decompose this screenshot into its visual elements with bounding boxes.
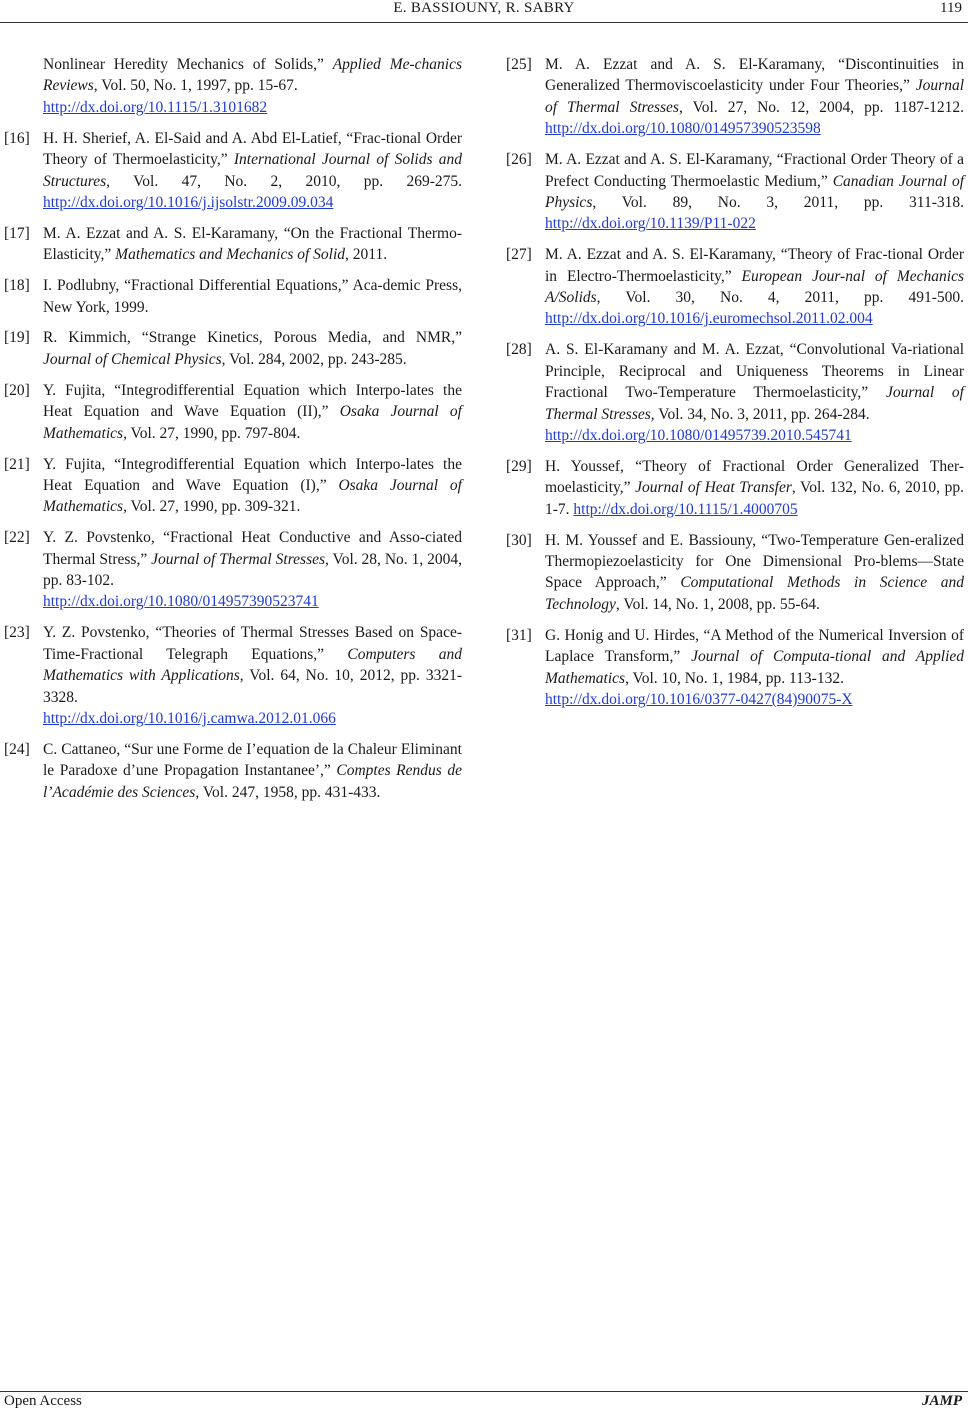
reference-text — [43, 128, 462, 214]
reference-entry — [506, 456, 964, 520]
reference-citation: Nonlinear Heredity Mechanics of Solids,” — [43, 56, 333, 73]
reference-entry — [4, 622, 462, 729]
doi-link[interactable]: http://dx.doi.org/10.1080/01495739.2010.545741 — [545, 427, 852, 444]
reference-citation: Y. Z. Povstenko, “Fractional Heat Conductive and Asso-ciated Thermal Stress,” — [43, 529, 462, 568]
reference-details: , Vol. 132, No. 6, 2010, pp. 1-7. — [545, 479, 964, 518]
reference-journal: Journal of Thermal Stresses — [545, 77, 964, 116]
reference-text — [43, 223, 462, 266]
doi-link[interactable]: http://dx.doi.org/10.1016/j.ijsolstr.2009.09.034 — [43, 193, 334, 211]
reference-text — [43, 454, 462, 518]
doi-link[interactable]: http://dx.doi.org/10.1016/j.euromechsol.2011.02.004 — [545, 310, 873, 328]
page-footer — [0, 1391, 968, 1414]
reference-journal: Osaka Journal of Mathematics — [43, 403, 462, 442]
page-number: 119 — [940, 0, 962, 16]
reference-details: , Vol. 247, 1958, pp. 431-433. — [195, 783, 381, 801]
reference-citation: C. Cattaneo, “Sur une Forme de I’equation de la Chaleur Eliminant le Paradoxe d’une Propagation Instantanee’,” — [43, 740, 462, 780]
reference-text — [545, 244, 964, 330]
doi-link[interactable]: http://dx.doi.org/10.1115/1.4000705 — [573, 500, 798, 518]
reference-details: , Vol. 34, No. 3, 2011, pp. 264-284. — [650, 405, 870, 423]
reference-citation: A. S. El-Karamany and M. A. Ezzat, “Convolutional Va-riational Principle, Reciprocal and Uniqueness Theorems in Linear Fractional Two-Temperature Thermoelasticity,” — [545, 341, 964, 402]
reference-number: [16] — [4, 129, 30, 147]
doi-link[interactable]: http://dx.doi.org/10.1016/0377-0427(84)90075-X — [545, 690, 853, 708]
reference-citation: H. H. Sherief, A. El-Said and A. Abd El-Latief, “Frac-tional Order Theory of Thermoelasticity,” — [43, 129, 462, 169]
reference-entry — [506, 149, 964, 235]
reference-entry — [4, 54, 462, 118]
reference-text — [545, 149, 964, 235]
reference-entry — [506, 244, 964, 330]
reference-citation: M. A. Ezzat and A. S. El-Karamany, “Fractional Order Theory of a Prefect Conducting Thermoelastic Medium,” — [545, 151, 964, 190]
reference-journal: Applied Me-chanics Reviews — [43, 56, 462, 95]
reference-citation: H. M. Youssef and E. Bassiouny, “Two-Temperature Gen-eralized Thermopiezoelasticity for One Dimensional Pro-blems—State Space Approach,” — [545, 531, 964, 592]
reference-entry — [4, 454, 462, 518]
reference-journal: Journal of Thermal Stresses — [151, 550, 326, 568]
reference-entry — [4, 275, 462, 318]
references-column-right — [506, 54, 964, 720]
reference-journal: Journal of Heat Transfer — [635, 479, 792, 497]
reference-journal: Osaka Journal of Mathematics — [43, 476, 462, 516]
reference-citation: G. Honig and U. Hirdes, “A Method of the Numerical Inversion of Laplace Transform,” — [545, 626, 964, 666]
reference-journal: Canadian Journal of Physics — [545, 172, 965, 211]
reference-details: , Vol. 30, No. 4, 2011, pp. 491-500. — [596, 289, 964, 307]
reference-entry — [4, 327, 462, 370]
reference-entry — [4, 128, 462, 214]
reference-text — [545, 625, 964, 711]
reference-citation: H. Youssef, “Theory of Fractional Order Generalized Ther-moelasticity,” — [545, 457, 964, 497]
reference-journal: Mathematics and Mechanics of Solid — [115, 246, 346, 264]
reference-number: [24] — [4, 740, 30, 758]
reference-entry — [4, 223, 462, 266]
page-header — [0, 0, 968, 23]
reference-entry — [4, 527, 462, 613]
reference-details: , 2011. — [345, 246, 388, 264]
reference-number: [26] — [506, 151, 532, 169]
reference-journal: International Journal of Solids and Structures — [43, 151, 462, 190]
reference-number: [23] — [4, 624, 30, 642]
reference-number: [31] — [506, 626, 532, 644]
reference-text — [43, 327, 462, 370]
reference-entry — [4, 739, 462, 803]
doi-link[interactable]: http://dx.doi.org/10.1080/014957390523598 — [545, 120, 821, 138]
doi-link[interactable]: http://dx.doi.org/10.1115/1.3101682 — [43, 98, 268, 116]
reference-number: [25] — [506, 56, 532, 73]
open-access-label: Open Access — [4, 1393, 82, 1409]
reference-text — [43, 739, 462, 803]
reference-details: , Vol. 27, 1990, pp. 797-804. — [123, 424, 301, 442]
doi-link[interactable]: http://dx.doi.org/10.1139/P11-022 — [545, 215, 756, 233]
reference-citation: M. A. Ezzat and A. S. El-Karamany, “Theory of Frac-tional Order in Electro-Thermoelasticity,” — [545, 246, 964, 285]
reference-number: [30] — [506, 531, 532, 549]
reference-journal: Computers and Mathematics with Applications — [43, 645, 462, 685]
reference-text — [545, 339, 964, 446]
reference-text — [43, 622, 462, 729]
reference-number: [28] — [506, 341, 532, 359]
reference-details: , Vol. 284, 2002, pp. 243-285. — [221, 350, 407, 368]
reference-entry — [506, 54, 964, 140]
reference-number: [29] — [506, 457, 532, 475]
reference-citation: I. Podlubny, “Fractional Differential Equations,” Aca-demic Press, New York, 1999. — [43, 277, 462, 316]
reference-details: , Vol. 27, No. 12, 2004, pp. 1187-1212. — [678, 98, 964, 116]
reference-journal: European Jour-nal of Mechanics A/Solids — [545, 267, 964, 307]
reference-number: [27] — [506, 246, 532, 264]
reference-details: , Vol. 89, No. 3, 2011, pp. 311-318. — [592, 193, 964, 211]
reference-entry — [4, 380, 462, 444]
reference-details: , Vol. 47, No. 2, 2010, pp. 269-275. — [106, 172, 462, 190]
reference-number: [20] — [4, 381, 30, 399]
reference-citation: Y. Z. Povstenko, “Theories of Thermal Stresses Based on Space-Time-Fractional Telegraph Equations,” — [43, 624, 462, 663]
reference-citation: M. A. Ezzat and A. S. El-Karamany, “Discontinuities in Generalized Thermoviscoelasticity under Four Theories,” — [545, 56, 964, 95]
reference-entry — [506, 339, 964, 446]
reference-number: [22] — [4, 529, 30, 547]
reference-text — [545, 530, 964, 616]
reference-number: [21] — [4, 455, 30, 473]
reference-number: [17] — [4, 224, 30, 242]
reference-text — [43, 54, 462, 118]
running-head-authors: E. BASSIOUNY, R. SABRY — [393, 0, 575, 16]
references-column-left — [4, 54, 462, 813]
reference-number: [19] — [4, 329, 30, 347]
reference-entry — [506, 530, 964, 616]
reference-number: [18] — [4, 277, 30, 295]
reference-details: , Vol. 50, No. 1, 1997, pp. 15-67. — [93, 77, 298, 95]
reference-text — [43, 380, 462, 444]
reference-journal: Journal of Computa-tional and Applied Mathematics — [545, 648, 964, 687]
journal-abbreviation: JAMP — [921, 1393, 962, 1409]
reference-citation: M. A. Ezzat and A. S. El-Karamany, “On the Fractional Thermo-Elasticity,” — [43, 224, 462, 264]
reference-entry — [506, 625, 964, 711]
reference-details: , Vol. 10, No. 1, 1984, pp. 113-132. — [625, 669, 844, 687]
reference-text — [545, 54, 964, 140]
doi-link[interactable]: http://dx.doi.org/10.1080/014957390523741 — [43, 593, 319, 611]
reference-details: , Vol. 64, No. 10, 2012, pp. 3321-3328. — [43, 667, 463, 706]
reference-journal: Journal of Thermal Stresses — [545, 384, 964, 423]
reference-details: , Vol. 28, No. 1, 2004, pp. 83-102. — [43, 550, 462, 590]
reference-citation: R. Kimmich, “Strange Kinetics, Porous Media, and NMR,” — [43, 329, 462, 347]
reference-number — [4, 54, 43, 118]
reference-details: , Vol. 27, 1990, pp. 309-321. — [123, 498, 301, 516]
reference-text — [545, 456, 964, 520]
reference-journal: Journal of Chemical Physics — [43, 350, 222, 368]
reference-citation: Y. Fujita, “Integrodifferential Equation which Interpo-lates the Heat Equation and Wave Equation (I),” — [43, 455, 462, 494]
reference-text — [43, 527, 462, 613]
reference-journal: Comptes Rendus de l’Académie des Sciences — [43, 762, 462, 801]
reference-citation: Y. Fujita, “Integrodifferential Equation which Interpo-lates the Heat Equation and Wave Equation (II),” — [43, 381, 462, 421]
doi-link[interactable]: http://dx.doi.org/10.1016/j.camwa.2012.01.066 — [43, 709, 336, 727]
reference-journal: Computational Methods in Science and Technology — [545, 574, 964, 613]
reference-details: , Vol. 14, No. 1, 2008, pp. 55-64. — [615, 595, 820, 613]
reference-text — [43, 275, 462, 318]
